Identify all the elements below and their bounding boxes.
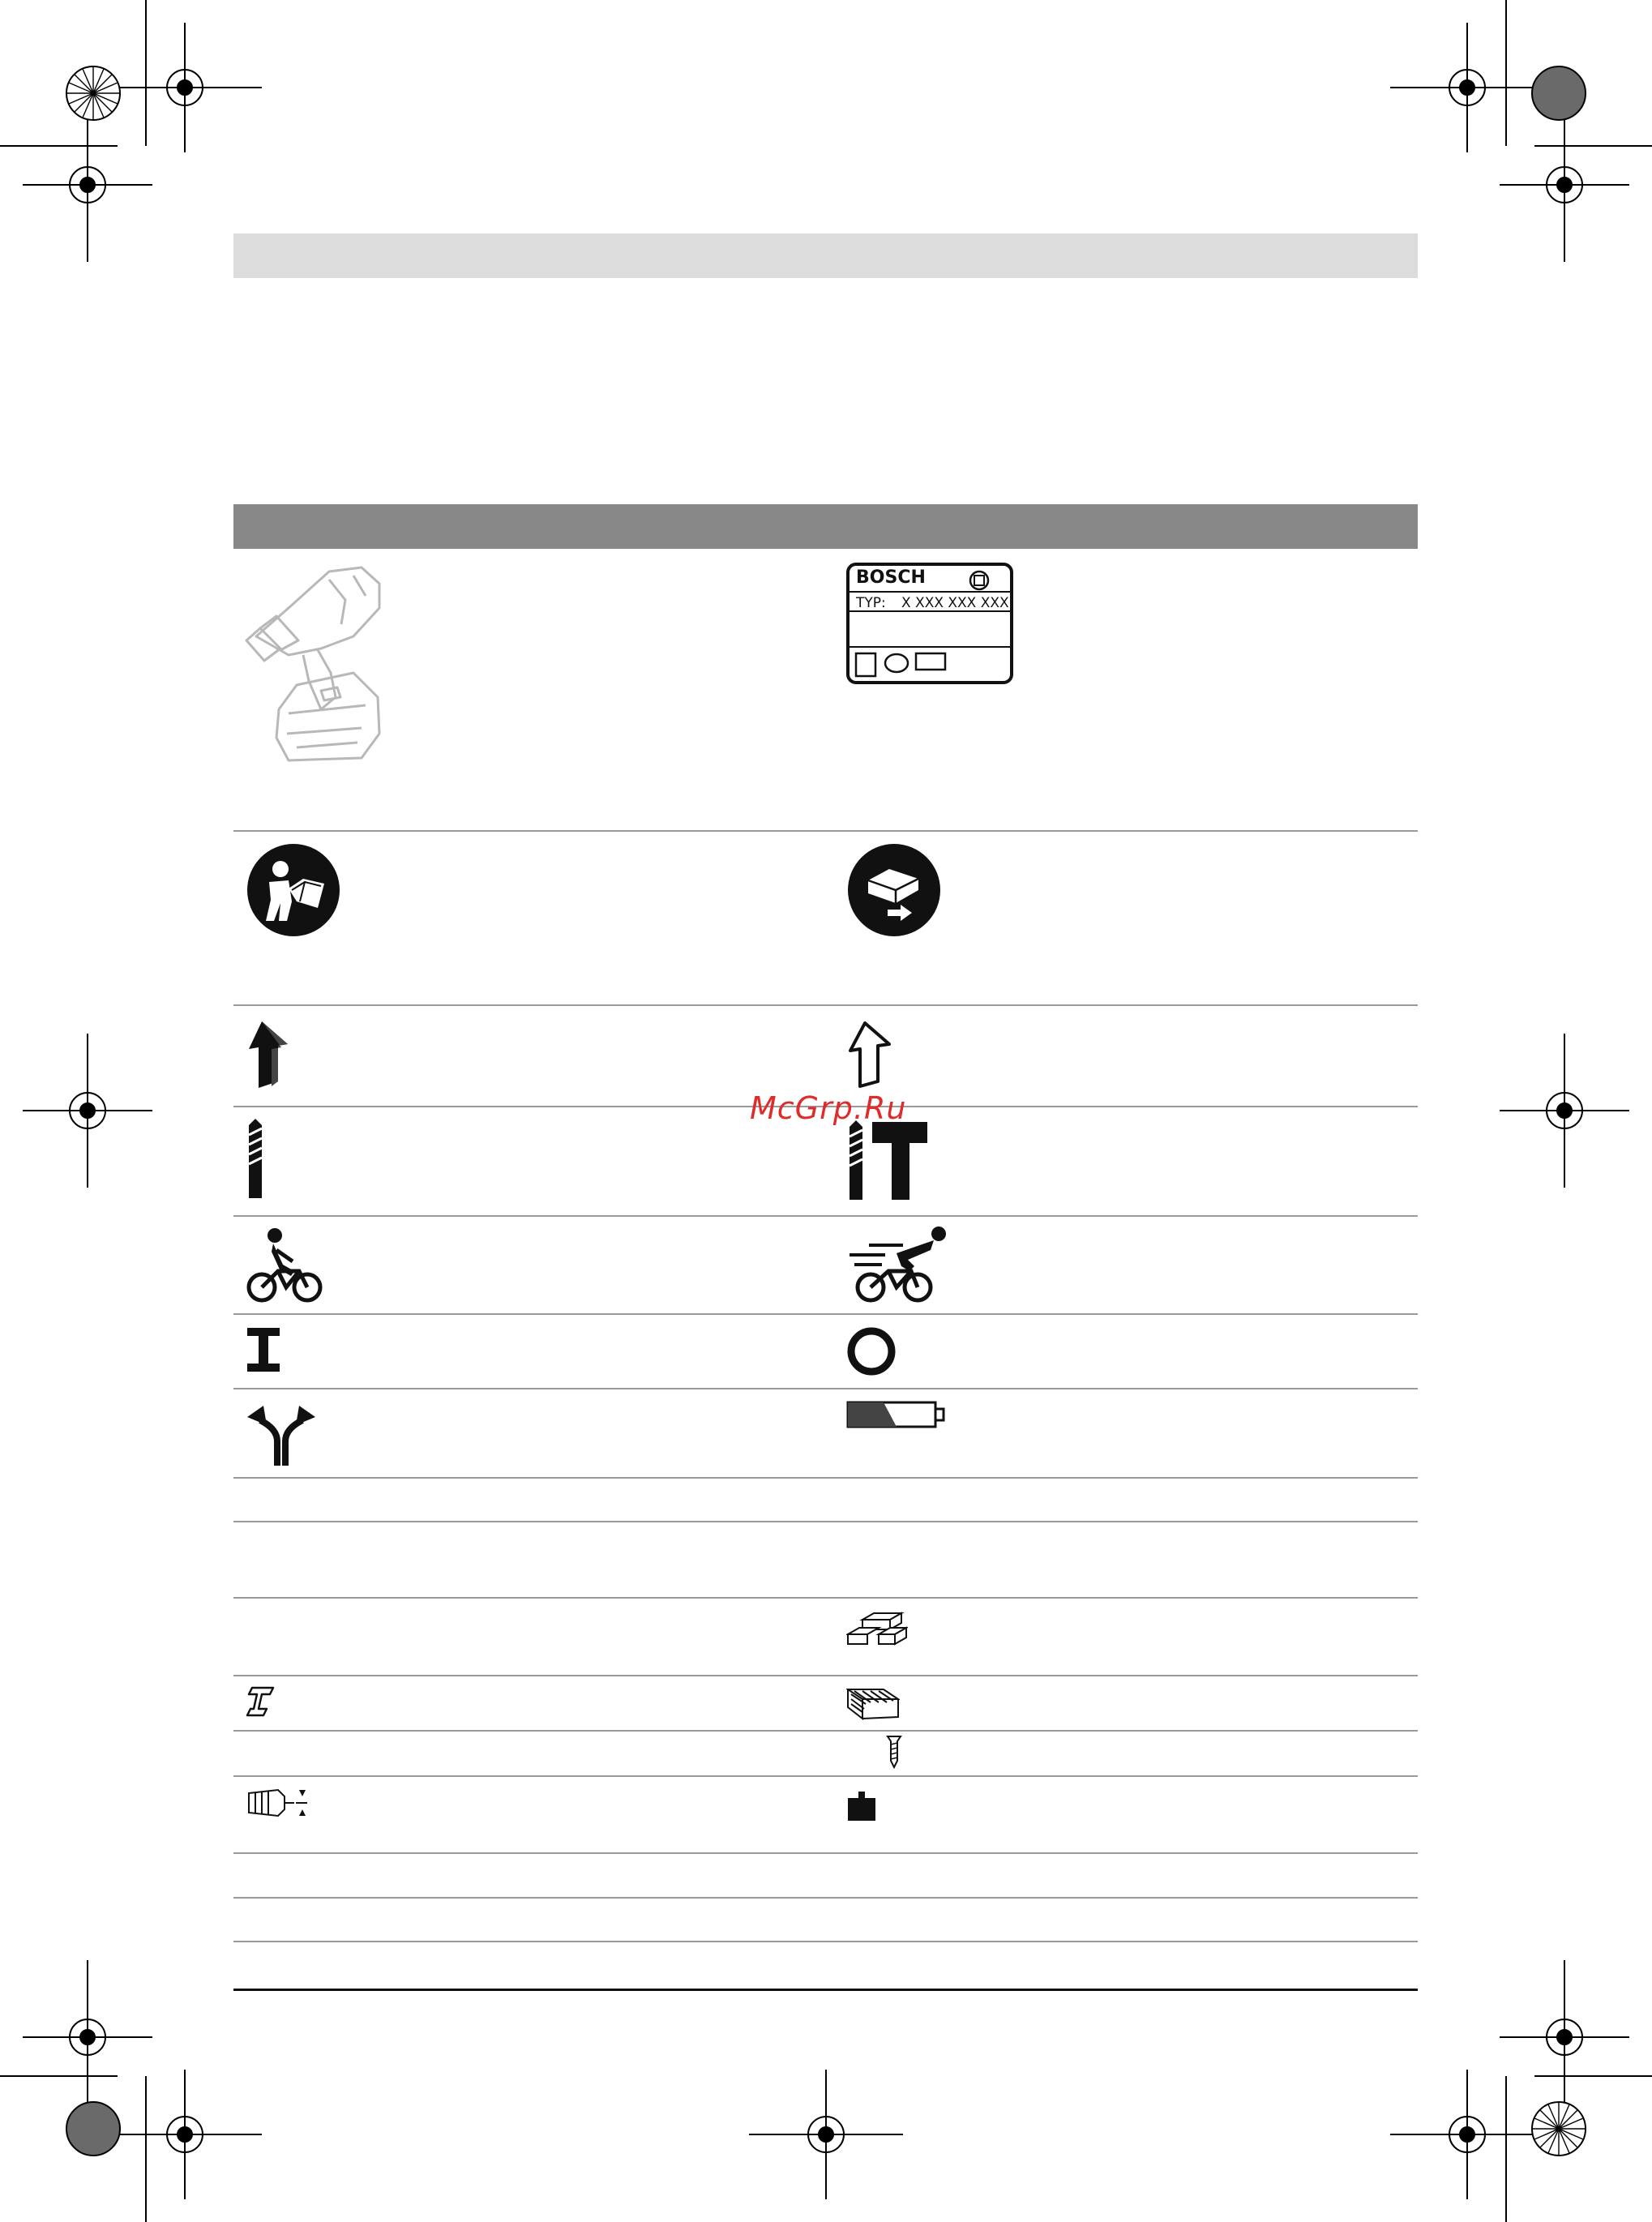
battery-level-icon — [846, 1401, 945, 1430]
chuck-range-icon — [246, 1787, 307, 1819]
row-divider — [233, 1388, 1418, 1389]
row-divider — [233, 1215, 1418, 1217]
read-manual-icon — [246, 843, 340, 937]
drill-bit-icon — [246, 1117, 265, 1200]
gear-circle-icon — [846, 1326, 897, 1376]
gear-one-icon — [246, 1326, 281, 1373]
row-divider — [233, 1852, 1418, 1854]
masonry-icon — [846, 1610, 908, 1646]
row-divider — [233, 1897, 1418, 1899]
plate-type-label: TYP: — [856, 595, 886, 611]
row-divider — [233, 1941, 1418, 1942]
forward-reverse-icon — [246, 1401, 317, 1467]
row-divider — [233, 1313, 1418, 1315]
battery-charge-icon — [847, 843, 941, 937]
row-divider — [233, 1521, 1418, 1522]
row-divider — [233, 1775, 1418, 1777]
plate-brand: BOSCH — [856, 567, 926, 588]
slow-cyclist-icon — [246, 1226, 323, 1305]
wood-icon — [846, 1686, 900, 1720]
product-features-band — [233, 504, 1418, 549]
fast-cyclist-icon — [846, 1226, 957, 1305]
title-band — [233, 233, 1418, 278]
steel-beam-icon — [246, 1686, 275, 1719]
row-divider — [233, 830, 1418, 832]
row-divider — [233, 1004, 1418, 1006]
drill-illustration — [240, 559, 386, 770]
row-divider — [233, 1675, 1418, 1676]
arrow-up-filled-icon — [247, 1020, 296, 1090]
plate-type-value: X XXX XXX XXX — [901, 595, 1009, 611]
screw-icon — [886, 1733, 902, 1769]
row-divider — [233, 1730, 1418, 1732]
row-divider — [233, 1477, 1418, 1479]
weight-icon — [846, 1790, 877, 1822]
row-divider — [233, 1597, 1418, 1599]
watermark: McGrp.Ru — [750, 1090, 907, 1126]
table-bottom-rule — [233, 1989, 1418, 1991]
arrow-up-outline-icon — [847, 1020, 896, 1090]
drill-hammer-icon — [846, 1119, 931, 1201]
